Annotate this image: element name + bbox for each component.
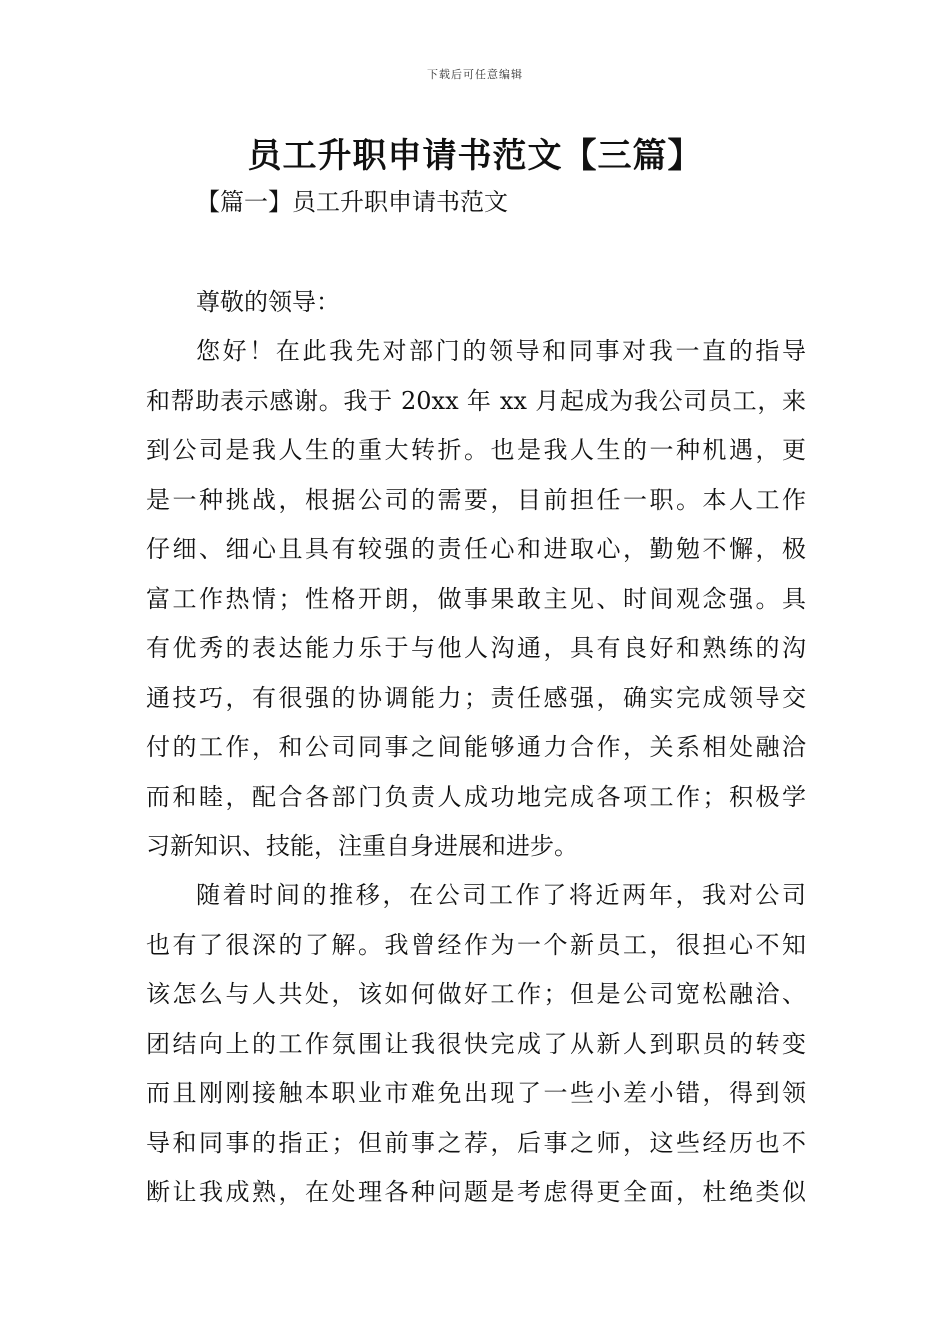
paragraph-line: 习新知识、技能，注重自身进展和进步。 [146, 832, 578, 860]
paragraph-line: 到公司是我人生的重大转折。也是我人生的一种机遇，更 [146, 436, 806, 464]
paragraph-line: 有优秀的表达能力乐于与他人沟通，具有良好和熟练的沟 [146, 634, 806, 662]
paragraph-2 [146, 871, 806, 1218]
paragraph-line: 和帮助表示感谢。我于 20xx 年 xx 月起成为我公司员工，来 [146, 386, 806, 415]
header-note: 下载后可任意编辑 [427, 68, 523, 81]
paragraph-line: 导和同事的指正；但前事之荐，后事之师，这些经历也不 [146, 1128, 806, 1157]
paragraph-line: 该怎么与人共处，该如何做好工作；但是公司宽松融洽、 [146, 980, 806, 1008]
paragraph-line: 而且刚刚接触本职业市难免出现了一些小差小错，得到领 [146, 1079, 806, 1107]
paragraph-line: 富工作热情；性格开朗，做事果敢主见、时间观念强。具 [146, 584, 806, 613]
paragraph-line: 通技巧，有很强的协调能力；责任感强，确实完成领导交 [146, 683, 806, 712]
paragraph-1 [146, 327, 806, 872]
paragraph-line: 也有了很深的了解。我曾经作为一个新员工，很担心不知 [146, 930, 806, 959]
salutation: 尊敬的领导： [196, 288, 340, 316]
paragraph-line: 仔细、细心且具有较强的责任心和进取心，勤勉不懈，极 [146, 535, 806, 563]
paragraph-line: 您好！在此我先对部门的领导和同事对我一直的指导 [196, 337, 806, 365]
paragraph-line: 是一种挑战，根据公司的需要，目前担任一职。本人工作 [146, 485, 806, 514]
paragraph-line: 断让我成熟，在处理各种问题是考虑得更全面，杜绝类似 [146, 1178, 806, 1206]
document-title: 员工升职申请书范文【三篇】 [247, 136, 703, 176]
paragraph-line: 团结向上的工作氛围让我很快完成了从新人到职员的转变 [146, 1029, 806, 1058]
section-heading: 【篇一】员工升职申请书范文 [196, 188, 508, 216]
paragraph-line: 随着时间的推移，在公司工作了将近两年，我对公司 [196, 881, 806, 909]
paragraph-line: 付的工作，和公司同事之间能够通力合作，关系相处融洽 [146, 733, 806, 761]
paragraph-line: 而和睦，配合各部门负责人成功地完成各项工作；积极学 [146, 782, 806, 811]
